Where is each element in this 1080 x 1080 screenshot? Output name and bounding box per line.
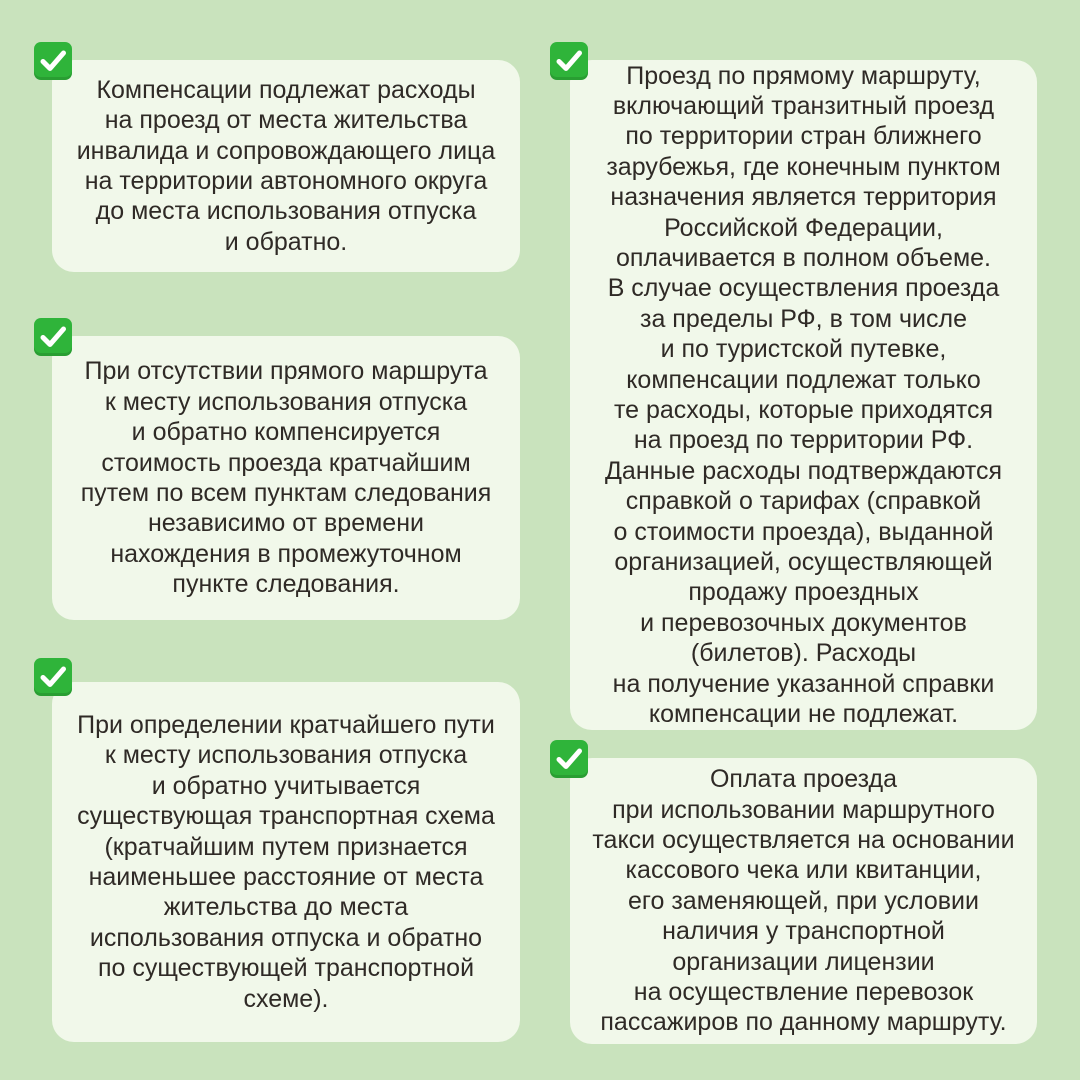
info-card-1-text: Компенсации подлежат расходы на проезд от места жительства инвалида и сопровождающего лица на территории автономного округа до места использования отпуска и обратно. [76,75,496,256]
info-card-4 [570,60,1037,730]
info-card-2 [52,336,520,620]
info-card-5-text: Оплата проезда при использовании маршрутного такси осуществляется на основании кассового чека или квитанции, его заменяющей, при условии наличия у транспортной организации лицензии на осуществление перевозок пассажиров по данному маршруту. [592,765,1015,1037]
check-mark-icon [34,42,72,80]
check-mark-icon [550,42,588,80]
check-mark-icon [34,658,72,696]
info-card-2-text: При отсутствии прямого маршрута к месту использования отпуска и обратно компенсируется стоимость проезда кратчайшим путем по всем пунктам следования независимо от времени нахождения в промежуточном пункте следования. [80,357,492,599]
check-mark-icon [550,740,588,778]
info-card-5 [570,758,1037,1044]
info-card-3 [52,682,520,1042]
info-card-3-text: При определении кратчайшего пути к месту использования отпуска и обратно учитывается существующая транспортная схема (кратчайшим путем признается наименьшее расстояние от места жительства до места использования отпуска и обратно по существующей транспортной схеме). [77,710,495,1013]
info-card-1 [52,60,520,272]
check-mark-icon [34,318,72,356]
info-card-4-text: Проезд по прямому маршруту, включающий транзитный проезд по территории стран ближнего зарубежья, где конечным пунктом назначения является территория Российской Федерации, оплачивается в полном объеме. В случае осуществления проезда за пределы РФ, в том числе и по туристской путевке, компенсации подлежат только те расходы, которые приходятся на проезд по территории РФ. Данные расходы подтверждаются справкой о тарифах (справкой о стоимости проезда), выданной организацией, осуществляющей продажу проездных и перевозочных документов (билетов). Расходы на получение указанной справки компенсации не подлежат. [604,61,1002,729]
